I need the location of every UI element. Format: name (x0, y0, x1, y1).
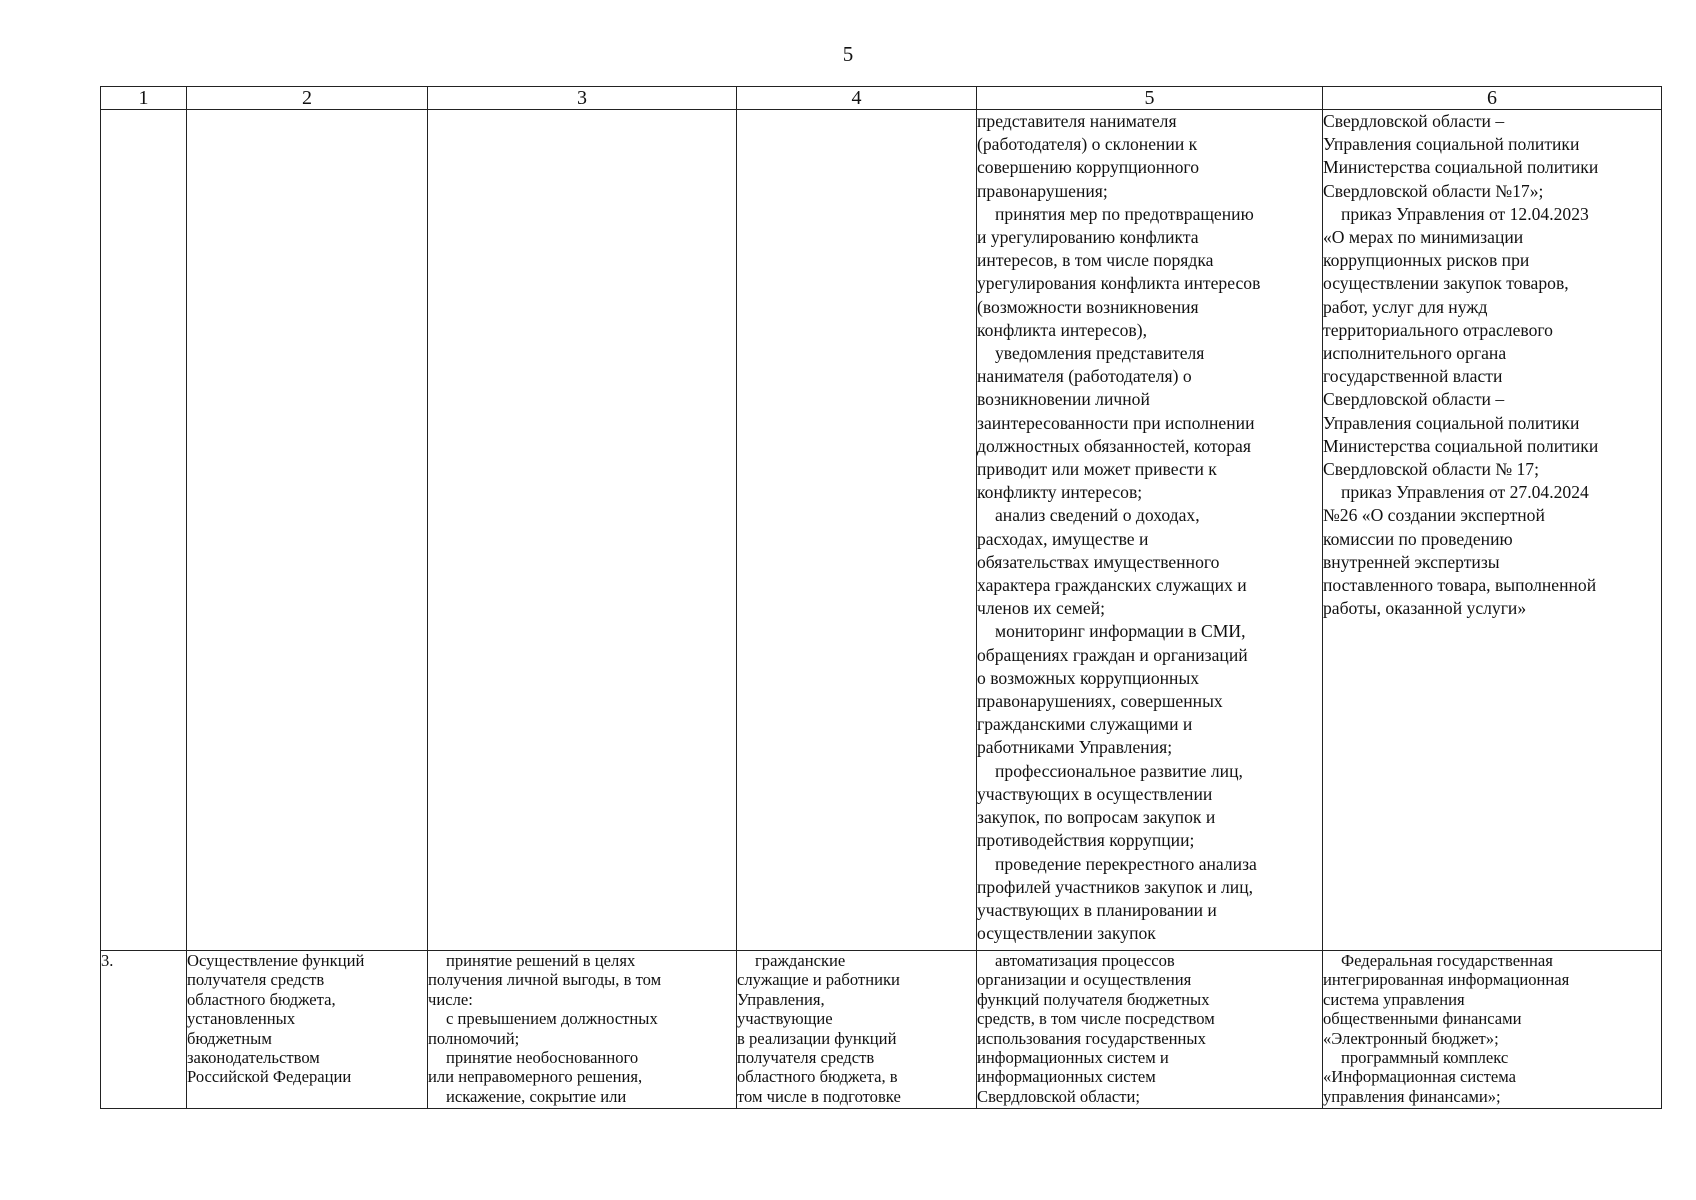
row3-documents (1323, 951, 1662, 1109)
measures-para-3: уведомления представителя нанимателя (работодателя) о возникновении личной заинтересованности при исполнении должностных обязанностей, которая приводит или может привести к конфликту интересов; (977, 343, 1255, 503)
row3-risk-para-4: искажение, сокрытие или (446, 1086, 627, 1106)
table-header-row (101, 87, 1662, 110)
measures-para-7: проведение перекрестного анализа профилей участников закупок и лиц, участвующих в планировании и осуществлении закупок (977, 853, 1257, 944)
measures-para-4: анализ сведений о доходах, расходах, имуществе и обязательствах имущественного характера гражданских служащих и членов их семей; (977, 505, 1247, 619)
measures-para-6: профессиональное развитие лиц, участвующих в осуществлении закупок, по вопросам закупок и противодействия коррупции; (977, 760, 1243, 851)
row3-risk-para-2: с превышением должностных полномочий; (428, 1009, 658, 1048)
row3-risk-para-3: принятие необоснованного или неправомерного решения, (428, 1048, 643, 1087)
measures-para-1: представителя нанимателя (работодателя) о склонении к совершению коррупционного правонарушения; (977, 111, 1200, 201)
row3-documents-para-1: Федеральная государственная интегрированная информационная система управления общественными финансами «Электронный бюджет»; (1323, 951, 1570, 1048)
table-row-3 (101, 951, 1662, 1109)
header-col-6: 6 (1323, 87, 1662, 110)
documents-para-3: приказ Управления от 27.04.2024 №26 «О создании экспертной комиссии по проведению внутренней экспертизы поставленного товара, выполненной работы, оказанной услуги» (1323, 482, 1597, 619)
header-col-2: 2 (187, 87, 428, 110)
cont-cell-2 (187, 110, 428, 951)
row3-risks (428, 951, 737, 1109)
row3-positions (737, 951, 977, 1109)
row3-measures (977, 951, 1323, 1109)
row3-documents-para-2: программный комплекс «Информационная система управления финансами»; (1323, 1048, 1516, 1106)
cont-cell-5 (977, 110, 1323, 951)
row3-function-text: Осуществление функций получателя средств областного бюджета, установленных бюджетным законодательством Российской Федерации (187, 951, 365, 1087)
row3-positions-text: гражданские служащие и работники Управления, участвующие в реализации функций получателя средств областного бюджета, в том числе в подготовке (737, 951, 901, 1106)
cont-cell-1 (101, 110, 187, 951)
cont-cell-4 (737, 110, 977, 951)
cont-cell-3 (428, 110, 737, 951)
row3-number: 3. (101, 951, 187, 1109)
header-col-3: 3 (428, 87, 737, 110)
header-col-4: 4 (737, 87, 977, 110)
row3-function (187, 951, 428, 1109)
documents-para-2: приказ Управления от 12.04.2023 «О мерах по минимизации коррупционных рисков при осуществлении закупок товаров, работ, услуг для нужд территориального отраслевого исполнительного органа государственной власти Свердловской области – Управления социальной политики Министерства социальной политики Свердловской области № 17; (1323, 203, 1599, 480)
header-col-5: 5 (977, 87, 1323, 110)
row3-measures-text: автоматизация процессов организации и осуществления функций получателя бюджетных средств, в том числе посредством использования государственных информационных систем и информационных систем Свердловской области; (977, 951, 1215, 1106)
document-table (100, 86, 1662, 1109)
page-number: 5 (842, 42, 854, 66)
measures-para-5: мониторинг информации в СМИ, обращениях граждан и организаций о возможных коррупционных правонарушениях, совершенных гражданскими служащими и работниками Управления; (977, 621, 1248, 758)
cont-cell-6 (1323, 110, 1662, 951)
measures-para-2: принятия мер по предотвращению и урегулированию конфликта интересов, в том числе порядка урегулирования конфликта интересов (возможности возникновения конфликта интересов), (977, 203, 1261, 340)
header-col-1: 1 (101, 87, 187, 110)
table-row-continuation (101, 110, 1662, 951)
row3-risk-para-1: принятие решений в целях получения личной выгоды, в том числе: (428, 951, 662, 1009)
documents-para-1: Свердловской области – Управления социальной политики Министерства социальной политики Свердловской области №17»; (1323, 111, 1599, 201)
